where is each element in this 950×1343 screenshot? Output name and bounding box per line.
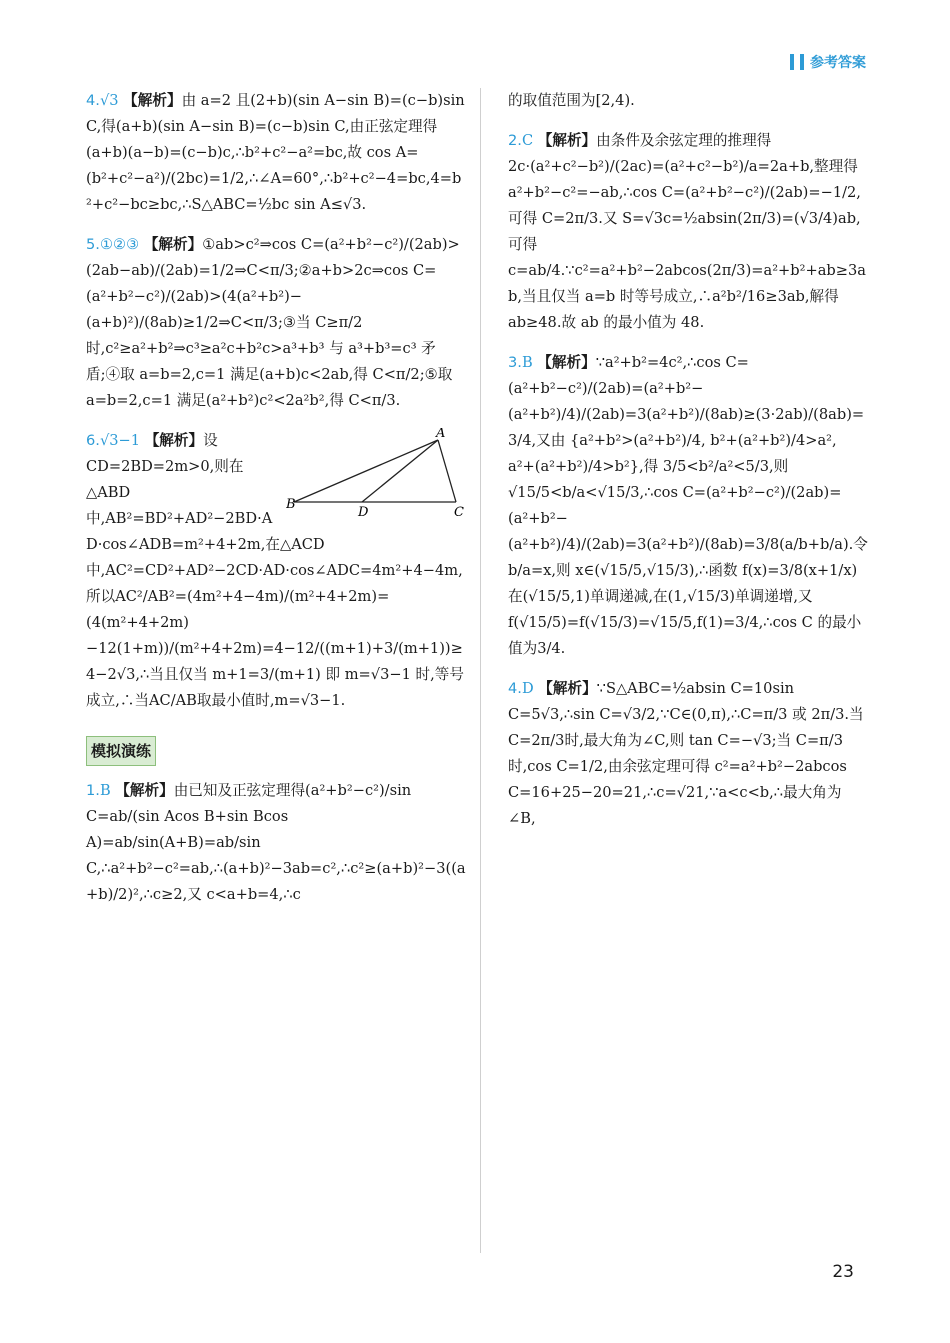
- column-divider: [480, 88, 481, 1253]
- answer-item: [86, 778, 466, 908]
- item-answer: ①②③: [99, 236, 140, 253]
- item-text: 由已知及正弦定理得(a²+b²−c²)/sin C=ab/(sin Acos B+sin Bcos A)=ab/sin(A+B)=ab/sin C,∴a²+b²−c²=ab,∴(a+b)²−3ab=c²,∴c²≥(a+b)²−3((a+b)/2)²,∴c≥2,又 c<a+b=4,∴c: [86, 782, 466, 903]
- analysis-keyword: 【解析】: [537, 132, 597, 149]
- item-answer: C: [521, 132, 534, 149]
- item-answer: B: [99, 782, 111, 799]
- answer-item: [86, 88, 466, 218]
- item-answer: D: [521, 680, 534, 697]
- header-bar-icon: [790, 54, 794, 70]
- vertex-a-label: A: [436, 428, 446, 441]
- answer-item: [508, 128, 868, 336]
- item-number: 5.: [86, 236, 100, 253]
- item-text: 设 CD=2BD=2m>0,则在△ABD 中,AB²=BD²+AD²−2BD·AD·cos∠ADB=m²+4+2m,在△ACD 中,AC²=CD²+AD²−2CD·AD·cos∠ADC=4m²+4−4m,所以AC²/AB²=(4m²+4−4m)/(m²+4+2m)=(4(m²+4+2m)−12(1+m))/(m²+4+2m)=4−12/((m+1)+3/(m+1))≥4−2√3,∴当且仅当 m+1=3/(m+1) 即 m=√3−1 时,等号成立,∴当AC/AB取最小值时,m=√3−1.: [86, 432, 464, 709]
- answer-item: [508, 88, 868, 114]
- page-number: 23: [832, 1262, 854, 1282]
- answer-item: [86, 232, 466, 414]
- answer-item: [86, 428, 466, 714]
- item-answer: √3−1: [99, 432, 141, 449]
- segment-ad: [362, 440, 438, 502]
- item-number: 3.: [508, 354, 522, 371]
- analysis-keyword: 【解析】: [123, 92, 182, 109]
- item-text: ∵S△ABC=½absin C=10sin C=5√3,∴sin C=√3/2,∵C∈(0,π),∴C=π/3 或 2π/3.当 C=2π/3时,最大角为∠C,则 tan C=−√3;当 C=π/3时,cos C=1/2,由余弦定理可得 c²=a²+b²−2abcos C=16+25−20=21,∴c=√21,∵a<c<b,∴最大角为∠B,: [508, 680, 864, 827]
- item-text: ①ab>c²⇒cos C=(a²+b²−c²)/(2ab)>(2ab−ab)/(2ab)=1/2⇒C<π/3;②a+b>2c⇒cos C=(a²+b²−c²)/(2ab)>(4(a²+b²)−(a+b)²)/(8ab)≥1/2⇒C<π/3;③当 C≥π/2 时,c²≥a²+b²⇒c³≥a²c+b²c>a³+b³ 与 a³+b³=c³ 矛盾;④取 a=b=2,c=1 满足(a+b)c<2ab,得 C<π/2;⑤取 a=b=2,c=1 满足(a²+b²)c²<2a²b²,得 C<π/3.: [86, 236, 460, 409]
- analysis-keyword: 【解析】: [537, 354, 596, 371]
- left-column: [86, 88, 466, 922]
- item-number: 4.: [508, 680, 522, 697]
- analysis-keyword: 【解析】: [538, 680, 597, 697]
- item-answer: √3: [99, 92, 119, 109]
- item-number: 4.: [86, 92, 100, 109]
- segment-ac: [438, 440, 456, 502]
- header-bar-icon: [800, 54, 804, 70]
- vertex-b-label: B: [286, 497, 296, 512]
- item-number: 2.: [508, 132, 522, 149]
- item-text: 的取值范围为[2,4).: [508, 92, 635, 109]
- item-text: ∵a²+b²=4c²,∴cos C=(a²+b²−c²)/(2ab)=(a²+b²−(a²+b²)/4)/(2ab)=3(a²+b²)/(8ab)≥(3·2ab)/(8ab)=3/4,又由 {a²+b²>(a²+b²)/4, b²+(a²+b²)/4>a², a²+(a²+b²)/4>b²},得 3/5<b²/a²<5/3,则 √15/5<b/a<√15/3,∴cos C=(a²+b²−c²)/(2ab)=(a²+b²−(a²+b²)/4)/(2ab)=3(a²+b²)/(8ab)=3/8(a/b+b/a).令 b/a=x,则 x∈(√15/5,√15/3),∴函数 f(x)=3/8(x+1/x)在(√15/5,1)单调递减,在(1,√15/3)单调递增,又 f(√15/5)=f(√15/3)=√15/5,f(1)=3/4,∴cos C 的最小值为3/4.: [508, 354, 868, 657]
- page-header: [790, 52, 866, 72]
- analysis-keyword: 【解析】: [115, 782, 174, 799]
- item-text: 由 a=2 且(2+b)(sin A−sin B)=(c−b)sin C,得(a+b)(sin A−sin B)=(c−b)sin C,由正弦定理得(a+b)(a−b)=(c−b)c,∴b²+c²−a²=bc,故 cos A=(b²+c²−a²)/(2bc)=1/2,∴∠A=60°,∴b²+c²−4=bc,4=b²+c²−bc≥bc,∴S△ABC=½bc sin A≤√3.: [86, 92, 465, 213]
- item-answer: B: [521, 354, 533, 371]
- point-d-label: D: [358, 505, 369, 518]
- answer-item: [508, 676, 868, 832]
- section-title: 模拟演练: [86, 736, 156, 766]
- item-number: 1.: [86, 782, 100, 799]
- segment-ab: [294, 440, 438, 502]
- item-number: 6.: [86, 432, 100, 449]
- analysis-keyword: 【解析】: [144, 432, 204, 449]
- answer-item: [508, 350, 868, 662]
- vertex-c-label: C: [454, 505, 464, 518]
- header-title: 参考答案: [810, 55, 866, 71]
- analysis-keyword: 【解析】: [143, 236, 203, 253]
- triangle-figure: [286, 428, 466, 518]
- right-column: [508, 88, 868, 846]
- item-text: 由条件及余弦定理的推理得 2c·(a²+c²−b²)/(2ac)=(a²+c²−b²)/a=2a+b,整理得 a²+b²−c²=−ab,∴cos C=(a²+b²−c²)/(2ab)=−1/2,可得 C=2π/3.又 S=√3c=½absin(2π/3)=(√3/4)ab,可得 c=ab/4.∵c²=a²+b²−2abcos(2π/3)=a²+b²+ab≥3ab,当且仅当 a=b 时等号成立,∴a²b²/16≥3ab,解得 ab≥48.故 ab 的最小值为 48.: [508, 132, 866, 331]
